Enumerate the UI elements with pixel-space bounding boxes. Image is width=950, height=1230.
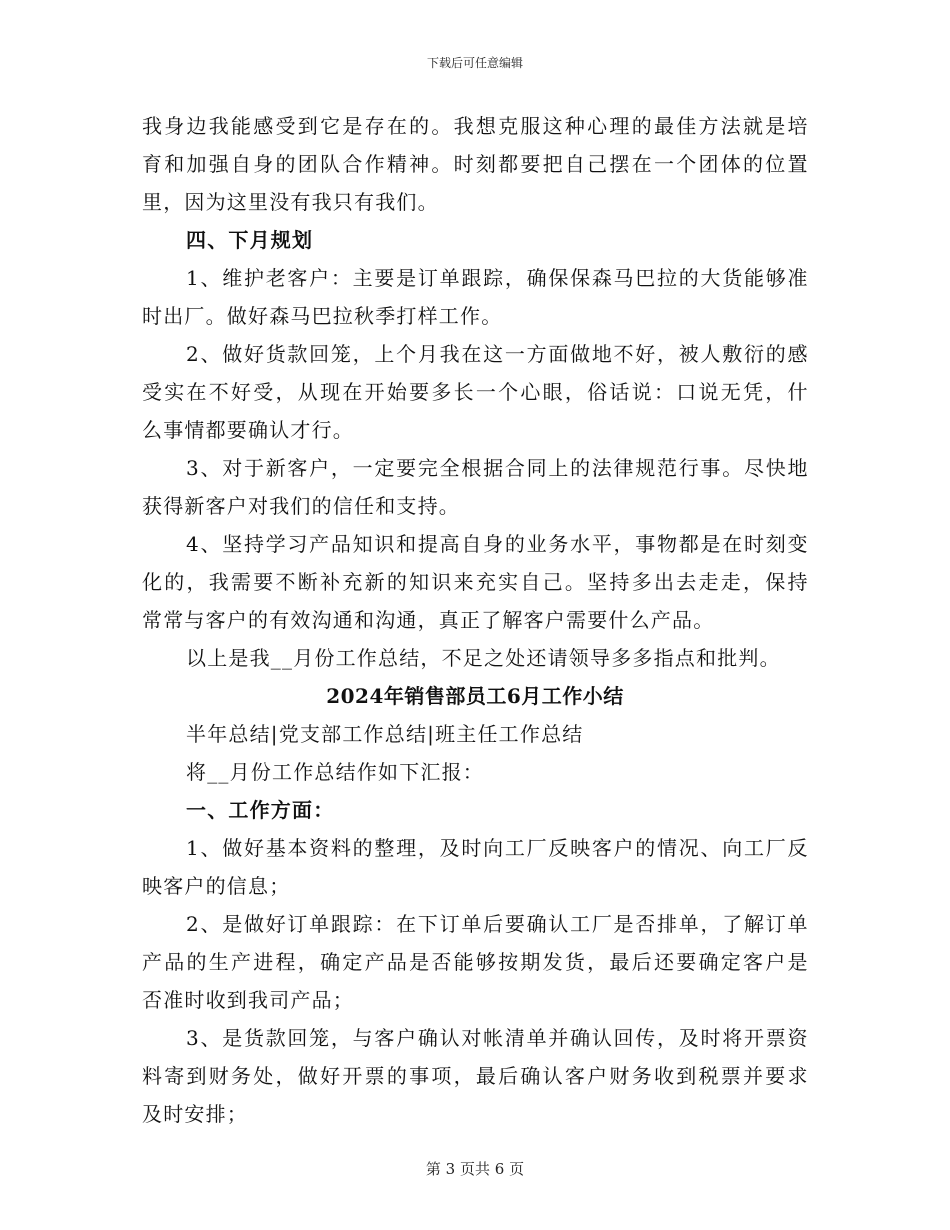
text-line: 我身边我能感受到它是存在的。我想克服这种心理的最佳方法就是培	[142, 114, 808, 138]
text-line: 么事情都要确认才行。	[142, 418, 354, 442]
text-line: 4、坚持学习产品知识和提高自身的业务水平，事物都是在时刻变	[186, 532, 808, 556]
text-line: 映客户的信息；	[142, 874, 291, 898]
text-line: 将__月份工作总结作如下汇报：	[186, 760, 484, 784]
text-line: 化的，我需要不断补充新的知识来充实自己。坚持多出去走走，保持	[142, 570, 808, 594]
text-line: 四、下月规划	[186, 228, 314, 252]
text-line: 料寄到财务处，做好开票的事项，最后确认客户财务收到税票并要求	[142, 1064, 808, 1088]
text-line: 3、对于新客户，一定要完全根据合同上的法律规范行事。尽快地	[186, 456, 808, 480]
text-line: 2、做好货款回笼，上个月我在这一方面做地不好，被人敷衍的感	[186, 342, 808, 366]
text-line: 1、维护老客户：主要是订单跟踪，确保保森马巴拉的大货能够准	[186, 266, 808, 290]
text-line: 产品的生产进程，确定产品是否能够按期发货，最后还要确定客户是	[142, 950, 808, 974]
text-line: 获得新客户对我们的信任和支持。	[142, 494, 460, 518]
page-header: 下载后可任意编辑	[426, 56, 523, 70]
text-line: 一、工作方面：	[186, 798, 335, 822]
text-line: 及时安排；	[142, 1102, 248, 1126]
text-line: 1、做好基本资料的整理，及时向工厂反映客户的情况、向工厂反	[186, 836, 808, 860]
text-line: 3、是货款回笼，与客户确认对帐清单并确认回传，及时将开票资	[186, 1026, 808, 1050]
text-line: 里，因为这里没有我只有我们。	[142, 190, 439, 214]
text-line: 以上是我__月份工作总结，不足之处还请领导多多指点和批判。	[186, 646, 781, 670]
text-line: 受实在不好受，从现在开始要多长一个心眼，俗话说：口说无凭，什	[142, 380, 808, 404]
text-line: 2、是做好订单跟踪：在下订单后要确认工厂是否排单，了解订单	[186, 912, 808, 936]
text-line: 半年总结|党支部工作总结|班主任工作总结	[186, 722, 584, 746]
text-line: 常常与客户的有效沟通和沟通，真正了解客户需要什么产品。	[142, 608, 715, 632]
text-line: 时出厂。做好森马巴拉秋季打样工作。	[142, 304, 503, 328]
page-footer: 第 3 页共 6 页	[425, 1160, 525, 1178]
document-body	[142, 107, 808, 1133]
text-line: 育和加强自身的团队合作精神。时刻都要把自己摆在一个团体的位置	[142, 152, 808, 176]
text-line: 2024年销售部员工6月工作小结	[326, 684, 624, 708]
text-line: 否准时收到我司产品；	[142, 988, 354, 1012]
